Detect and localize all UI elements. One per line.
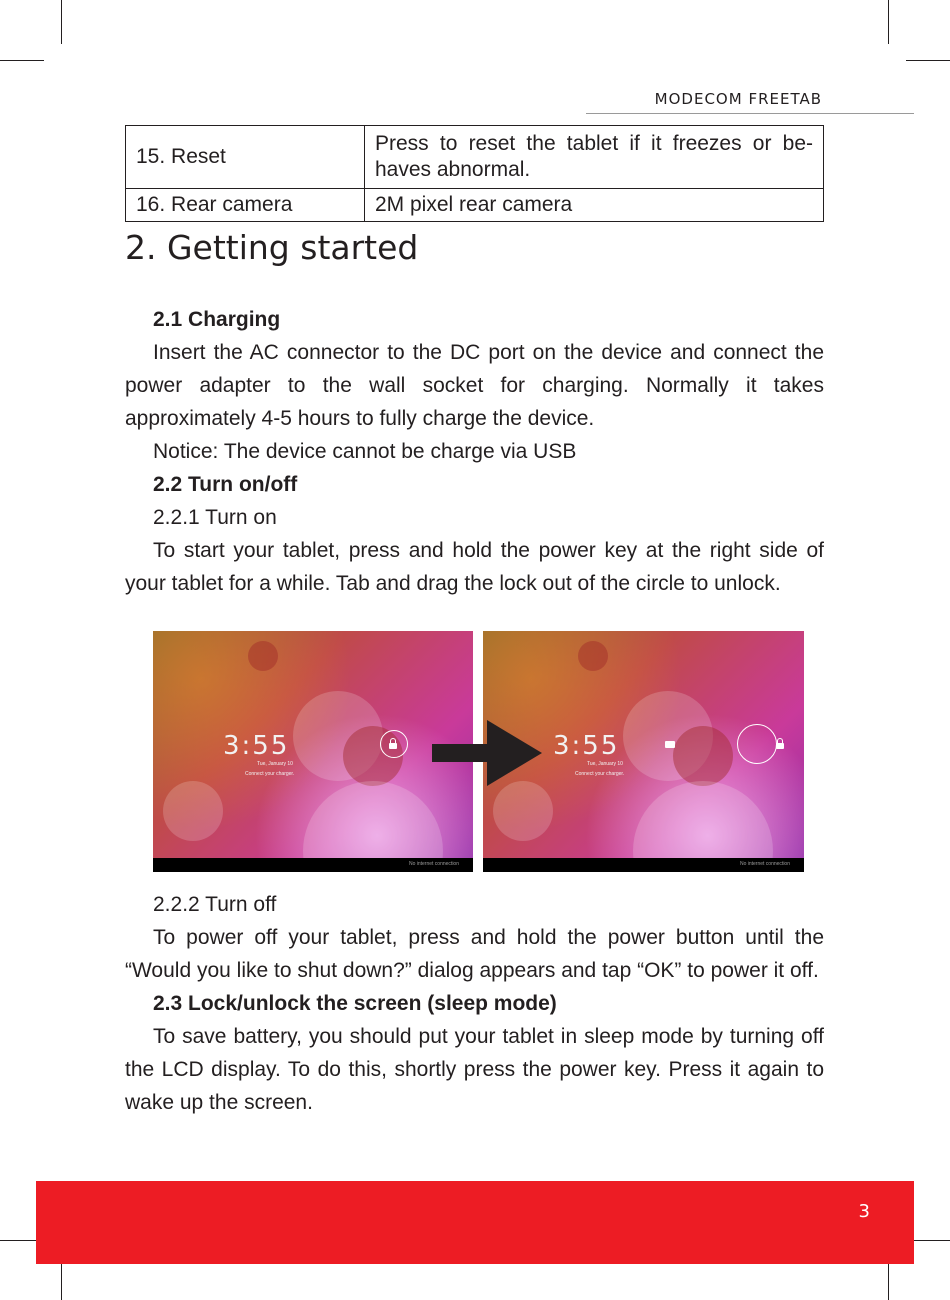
lockscreen-date: Tue, January 10 xyxy=(587,761,623,767)
lock-paragraph: To save battery, you should put your tablet in sleep mode by turning off the LCD display. To do this, shortly press the power key. Press it again to wake up the screen. xyxy=(125,1025,824,1114)
status-bar xyxy=(483,858,804,872)
lockscreen-illustration xyxy=(153,631,804,872)
crop-mark xyxy=(888,0,889,44)
header-title: MODECOM FREETAB xyxy=(654,90,822,108)
turn-on-off-heading: 2.2 Turn on/off xyxy=(153,473,298,496)
wallpaper-bubble xyxy=(578,641,608,671)
crop-mark xyxy=(0,60,44,61)
crop-mark xyxy=(906,60,950,61)
lockscreen-locked-image xyxy=(153,631,473,872)
unlock-ring xyxy=(737,724,777,764)
turn-off-paragraph: To power off your tablet, press and hold the power button until the “Would you like to shut down?” dialog appears and tap “OK” to power it off. xyxy=(125,926,824,982)
status-text: No internet connection xyxy=(408,861,459,867)
camera-icon xyxy=(665,741,675,748)
section-title: 2. Getting started xyxy=(125,228,419,267)
table-row xyxy=(126,126,824,189)
lockscreen-clock: 3:55 xyxy=(553,731,620,761)
header-rule xyxy=(586,113,914,114)
charging-paragraph: Insert the AC connector to the DC port on the device and connect the power adapter to the wall socket for charging. Normally it takes approximately 4-5 hours to fully charge the device. xyxy=(125,341,824,430)
crop-mark xyxy=(61,0,62,44)
table-row xyxy=(126,189,824,222)
lockscreen-charger-text: Connect your charger. xyxy=(575,771,625,777)
wallpaper-bubble xyxy=(493,781,553,841)
lockscreen-date: Tue, January 10 xyxy=(257,761,293,767)
table-cell-description: 2M pixel rear camera xyxy=(365,189,824,222)
turn-off-subheading: 2.2.2 Turn off xyxy=(153,893,277,916)
wallpaper-bubble xyxy=(163,781,223,841)
arrow-right-icon xyxy=(432,720,542,786)
wallpaper-bubble xyxy=(248,641,278,671)
lock-icon xyxy=(776,743,784,749)
page-number: 3 xyxy=(858,1201,870,1222)
table-cell-item: 15. Reset xyxy=(126,126,365,189)
charging-heading: 2.1 Charging xyxy=(153,308,281,331)
table-cell-description: Press to reset the tablet if it freezes or be-haves abnormal. xyxy=(365,126,824,189)
spec-table xyxy=(125,125,824,222)
body-block-bottom xyxy=(125,888,824,1119)
body-block-top xyxy=(125,303,824,600)
table-cell-item: 16. Rear camera xyxy=(126,189,365,222)
footer-bar xyxy=(36,1181,914,1264)
status-text: No internet connection xyxy=(739,861,790,867)
wallpaper-bubble xyxy=(673,726,733,786)
turn-on-subheading: 2.2.1 Turn on xyxy=(153,506,277,529)
status-bar xyxy=(153,858,473,872)
lock-heading: 2.3 Lock/unlock the screen (sleep mode) xyxy=(153,992,557,1015)
charging-notice: Notice: The device cannot be charge via USB xyxy=(153,440,577,463)
turn-on-paragraph: To start your tablet, press and hold the power key at the right side of your tablet for a while. Tab and drag the lock out of the circle to unlock. xyxy=(125,539,824,595)
lock-icon xyxy=(389,743,397,749)
lockscreen-clock: 3:55 xyxy=(223,731,290,761)
lockscreen-charger-text: Connect your charger. xyxy=(245,771,295,777)
